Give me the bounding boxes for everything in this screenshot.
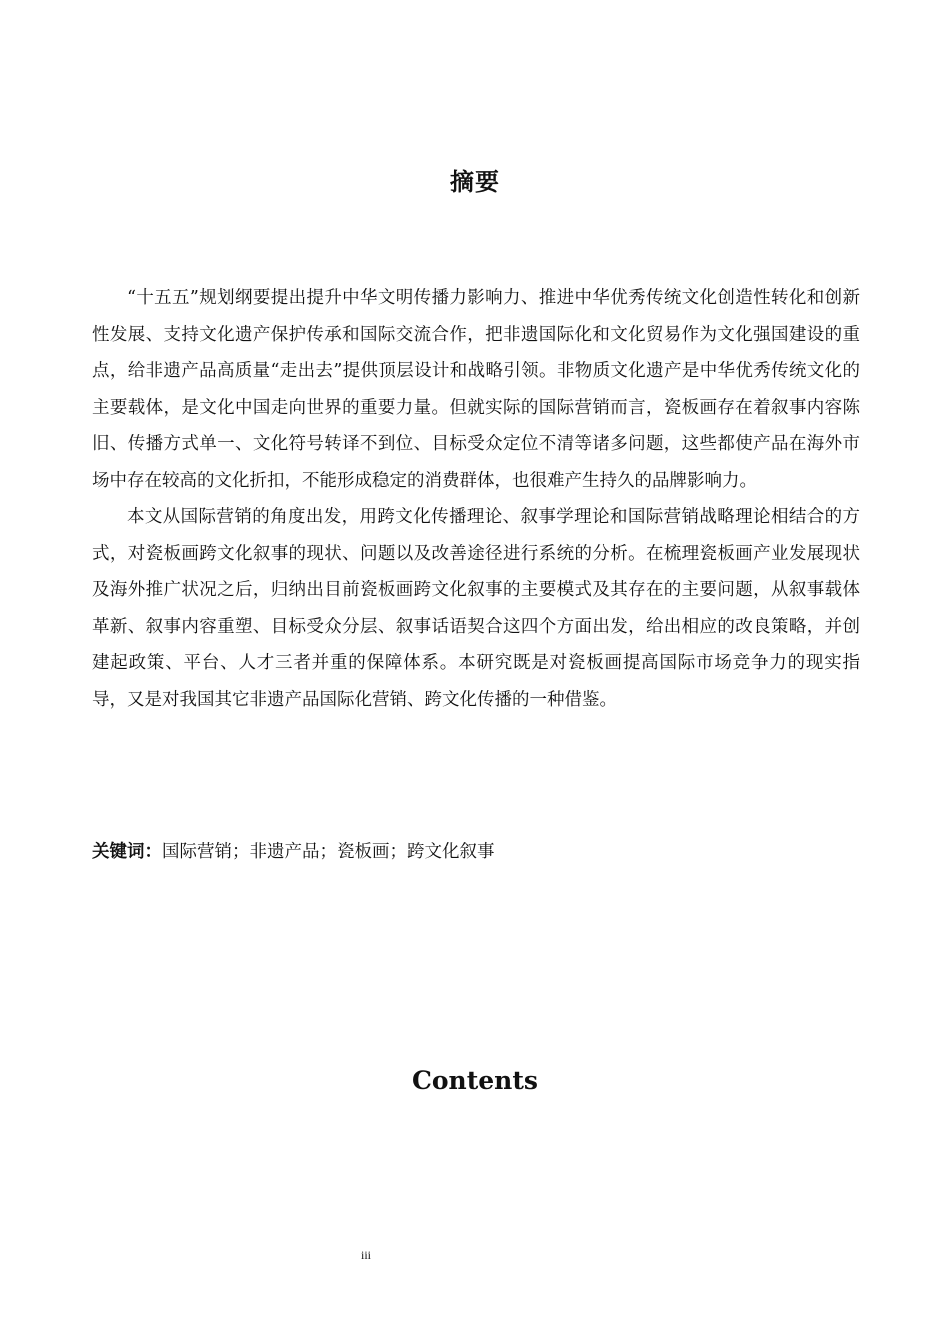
abstract-paragraph-2: 本文从国际营销的角度出发，用跨文化传播理论、叙事学理论和国际营销战略理论相结合的方式，对瓷板画跨文化叙事的现状、问题以及改善途径进行系统的分析。在梳理瓷板画产业发展现状及海外推广状况之后，归纳出目前瓷板画跨文化叙事的主要模式及其存在的主要问题，从叙事载体革新、叙事内容重塑、目标受众分层、叙事话语契合这四个方面出发，给出相应的改良策略，并创建起政策、平台、人才三者并重的保障体系。本研究既是对瓷板画提高国际市场竞争力的现实指导，又是对我国其它非遗产品国际化营销、跨文化传播的一种借鉴。 [92,507,860,710]
keywords-text: 国际营销；非遗产品；瓷板画；跨文化叙事 [162,842,495,862]
keywords-line [92,834,860,870]
abstract-body [92,280,860,718]
page-number: iii [360,1248,371,1262]
abstract-title: 摘要 [450,168,500,196]
contents-title: Contents [411,1066,538,1095]
abstract-paragraph-1: “十五五”规划纲要提出提升中华文明传播力影响力、推进中华优秀传统文化创造性转化和创新性发展、支持文化遗产保护传承和国际交流合作，把非遗国际化和文化贸易作为文化强国建设的重点，给非遗产品高质量“走出去”提供顶层设计和战略引领。非物质文化遗产是中华优秀传统文化的主要载体，是文化中国走向世界的重要力量。但就实际的国际营销而言，瓷板画存在着叙事内容陈旧、传播方式单一、文化符号转译不到位、目标受众定位不清等诸多问题，这些都使产品在海外市场中存在较高的文化折扣，不能形成稳定的消费群体，也很难产生持久的品牌影响力。 [92,288,860,491]
keywords-label: 关键词： [92,842,162,862]
